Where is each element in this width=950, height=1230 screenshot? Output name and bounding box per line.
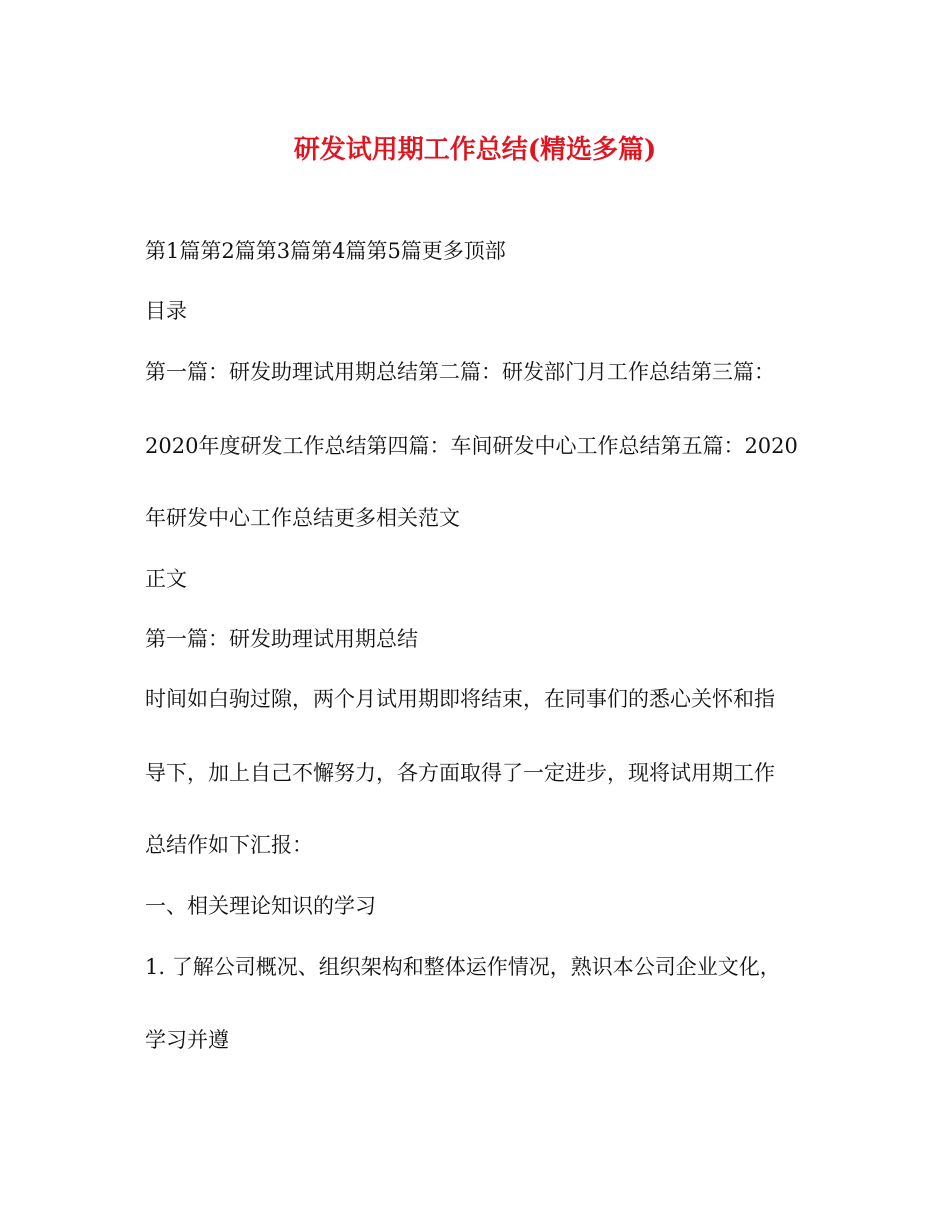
- toc-line: 第一篇：研发助理试用期总结第二篇：研发部门月工作总结第三篇：: [145, 360, 775, 384]
- toc-heading: 目录: [145, 299, 187, 323]
- toc-line: 2020年度研发工作总结第四篇：车间研发中心工作总结第五篇：2020: [145, 434, 798, 458]
- body-heading: 正文: [145, 567, 187, 591]
- subheading: 一、相关理论知识的学习: [145, 894, 376, 918]
- section-title: 第一篇：研发助理试用期总结: [145, 627, 418, 651]
- paragraph-line: 时间如白驹过隙，两个月试用期即将结束，在同事们的悉心关怀和指: [145, 687, 775, 711]
- document-title: 研发试用期工作总结(精选多篇): [293, 135, 657, 165]
- list-item: 1. 了解公司概况、组织架构和整体运作情况，熟识本公司企业文化，: [145, 955, 781, 979]
- nav-links[interactable]: 第1篇第2篇第3篇第4篇第5篇更多顶部: [145, 239, 506, 263]
- paragraph-line: 总结作如下汇报：: [145, 833, 313, 857]
- toc-line: 年研发中心工作总结更多相关范文: [145, 506, 460, 530]
- list-item: 学习并遵: [145, 1028, 229, 1052]
- paragraph-line: 导下，加上自己不懈努力，各方面取得了一定进步，现将试用期工作: [145, 761, 775, 785]
